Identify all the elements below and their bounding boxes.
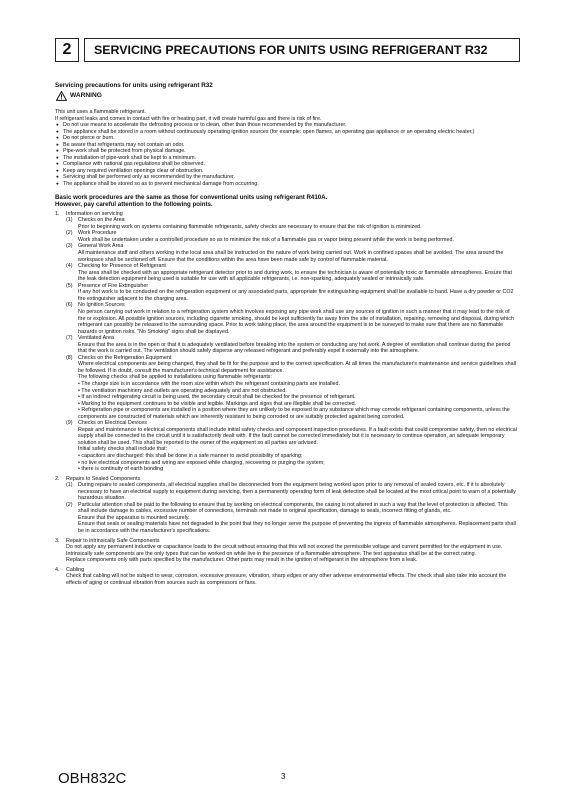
- item-num: (4): [66, 263, 73, 270]
- section-heading: Cabling: [66, 566, 85, 573]
- basic-note-line: Basic work procedures are the same as those for conventional units using refrigerant R410A.: [55, 193, 328, 201]
- section-heading: Repair to intrinsically Safe Components: [66, 537, 160, 544]
- item-heading: Checks on the Area: [78, 217, 125, 224]
- item-body: Prior to beginning work on systems containing flammable refrigerants, safety checks are necessary to ensure that the risk of ignition is minimized.: [78, 223, 422, 230]
- list-item: • The ventilation machinery and outlets are operating adequately and are not obstructed.: [78, 387, 287, 394]
- item-body: Particular attention shall be paid to the following to ensure that by working on electrical components, the casing is not altered in such a way that the level of protection is affected. This shall include damage to cables, excessive number of connections, terminals not made to original specification, damage to seals, incorrect fitting of glands, etc.: [78, 501, 508, 515]
- list-item: ● Keep any required ventilation openings clear of obstruction.: [55, 168, 518, 175]
- item-body: All maintenance staff and others working in the local area shall be instructed on the nature of work being carried out. Work in confined spaces shall be avoided. The area around the workspace shall be sectioned off. Ensure that the conditions within the area have been made safe by control of flammable material.: [78, 250, 504, 263]
- section-4: [55, 567, 518, 587]
- item-body: Ensure that seals or sealing materials have not degraded to the point that they no longer serve the purpose of preventing the ingress of flammable atmospheres. Replacement parts shall be in accordance with the manufacturer's specifications.: [78, 521, 516, 534]
- warning-label: [56, 91, 518, 101]
- item-body: No person carrying out work in relation to a refrigeration system which involves exposing any pipe work shall use any sources of ignition in such a manner that it may lead to the risk of fire or explosion. All possible ignition sources, including cigarette smoking, should be kept sufficiently far away from the site of installation, repairing, removing and disposal, during which refrigerant can possibly be released to the surrounding space. Prior to work taking place, the area around the equipment is to be surveyed to make sure that there are no flammable hazards or ignition risks. "No Smoking" signs shall be displayed.: [78, 308, 514, 335]
- item-num: (5): [66, 282, 73, 289]
- item-heading: Presence of Fire Extinguisher: [78, 282, 149, 289]
- item-body: Repair and maintenance to electrical components shall include initial safety checks and component inspection procedures. If a fault exists that could compromise safety, then no electrical supply shall be connected to the circuit until it is satisfactorily dealt with. If the fault cannot be corrected immediately but it is necessary to continue operation, an adequate temporary solution shall be used. This shall be reported to the owner of the equipment so all parties are advised.: [78, 426, 517, 446]
- item-body: Initial safety checks shall include that:: [78, 446, 168, 453]
- item-heading: No Ignition Sources: [78, 302, 125, 309]
- list-item: ● The appliance shall be stored so as to prevent mechanical damage from occurring.: [55, 181, 518, 188]
- list-item: • Refrigeration pipe or components are installed in a position where they are unlikely to be exposed to any substance which may corrode refrigerant containing components, unless the components are constructed of materials which are inherently resistant to being corroded or are suitably protected against being corroded.: [78, 407, 510, 420]
- item-body: During repairs to sealed components, all electrical supplies shall be disconnected from the equipment being worked upon prior to any removal of sealed covers, etc. If it is absolutely necessary to have an electrical supply to equipment during servicing, then a permanently operating form of leak detection shall be located at the most critical point to warn of a potentially hazardous situation.: [78, 482, 516, 502]
- list-item: ● Do not use means to accelerate the defrosting process or to clean, other than those recommended by the manufacturer.: [55, 122, 518, 129]
- page-number: 3: [281, 772, 286, 781]
- basic-note-line: However, pay careful attention to the following points.: [55, 200, 213, 208]
- item-body: Work shall be undertaken under a controlled procedure so as to minimize the risk of a flammable gas or vapor being present while the work is being performed.: [78, 236, 454, 243]
- item-num: (9): [66, 420, 73, 427]
- section-2: [55, 476, 518, 535]
- item-heading: Checks on Electrical Devices: [78, 420, 147, 427]
- item-heading: Checks on the Refrigeration Equipment: [78, 354, 172, 361]
- intro-line: If refrigerant leaks and comes in contact with fire or heating part, it will create harmful gas and there is risk of fire.: [55, 115, 322, 122]
- section-num: 2.: [55, 475, 60, 482]
- list-item: ● Pipe-work shall be protected from physical damage.: [55, 148, 518, 155]
- paragraph: Do not apply any permanent inductive or capacitance loads to the circuit without ensuring that this will not exceed the permissible voltage and current permitted for the equipment in use.: [66, 544, 503, 551]
- list-item: ● Do not pierce or burn.: [55, 135, 518, 142]
- list-item: • Marking to the equipment continues to be visible and legible. Markings and signs that are illegible shall be corrected.: [78, 400, 357, 407]
- paragraph: Replace components only with parts specified by the manufacturer. Other parts may result in the ignition of refrigerant in the atmosphere from a leak.: [66, 557, 418, 564]
- item-body: The area shall be checked with an appropriate refrigerant detector prior to and during work, to ensure the technician is aware of potentially toxic or flammable atmospheres. Ensure that the leak detection equipment being used is suitable for use with all applicable refrigerants, i.e. non-sparking, adequately sealed or intrinsically safe.: [78, 269, 512, 283]
- warning-triangle-icon: [56, 91, 67, 101]
- item-num: (8): [66, 354, 73, 361]
- item-num: (2): [66, 501, 73, 508]
- section-heading: Repairs to Sealed Components: [66, 475, 141, 482]
- list-item: ● The installation of pipe-work shall be kept to a minimum.: [55, 155, 518, 162]
- section-heading: Information on servicing: [66, 210, 123, 217]
- list-item: • If an indirect refrigerating circuit is being used, the secondary circuit shall be checked for the presence of refrigerant.: [78, 394, 356, 401]
- warning-text: WARNING: [70, 91, 102, 99]
- item-num: (3): [66, 243, 73, 250]
- basic-procedure-note: [55, 194, 518, 208]
- item-heading: Checking for Presence of Refrigerant: [78, 263, 166, 270]
- list-item: • there is continuity of earth bonding: [78, 466, 164, 473]
- section-3: [55, 538, 518, 564]
- section-num: 3.: [55, 537, 60, 544]
- item-body: If any hot work is to be conducted on the refrigeration equipment or any associated parts, appropriate fire extinguishing equipment shall be available to hand. Have a dry powder or CO2 fire extinguisher adjacent to the charging area.: [78, 289, 514, 302]
- paragraph: Intrinsically safe components are the only types that can be worked on while live in the presence of a flammable atmosphere. The test apparatus shall be at the correct rating.: [66, 550, 477, 557]
- document-body: [55, 82, 518, 586]
- list-item: • capacitors are discharged: this shall be done in a safe manner to avoid possibility of sparking;: [78, 452, 303, 459]
- subtitle: Servicing precautions for units using refrigerant R32: [55, 82, 213, 89]
- item-num: (2): [66, 230, 73, 237]
- item-body: Ensure that the apparatus is mounted securely.: [78, 514, 190, 521]
- model-number: OBH832C: [58, 770, 127, 787]
- item-num: (7): [66, 335, 73, 342]
- section-title: SERVICING PRECAUTIONS FOR UNITS USING REFRIGERANT R32: [84, 38, 520, 62]
- list-item: ● Compliance with national gas regulations shall be observed.: [55, 161, 518, 168]
- intro-line: This unit uses a flammable refrigerant.: [55, 109, 146, 115]
- section-header: [55, 38, 520, 62]
- section-1: [55, 211, 518, 473]
- item-body: Ensure that the area is in the open or that it is adequately ventilated before breaking into the system or conducting any hot work. A degree of ventilation shall continue during the period that the work is carried out. The ventilation should safely disperse any released refrigerant and preferably expel it externally into the atmosphere.: [78, 341, 511, 355]
- item-num: (1): [66, 482, 73, 489]
- item-heading: Work Procedure: [78, 230, 117, 237]
- item-body: The following checks shall be applied to installations using flammable refrigerants:: [78, 374, 272, 381]
- section-num: 1.: [55, 210, 60, 217]
- precaution-list: [55, 122, 518, 187]
- list-item: • no live electrical components and wiring are exposed while charging, recovering or purging the system;: [78, 459, 325, 466]
- list-item: • The charge size is in accordance with the room size within which the refrigerant containing parts are installed.: [78, 380, 340, 387]
- list-item: ● The appliance shall be stored in a room without continuously operating ignition sources (for example: open flames, an operating gas appliance or an operating electric heater.): [55, 129, 518, 136]
- item-num: (1): [66, 217, 73, 224]
- list-item: ● Be aware that refrigerants may not contain an odor.: [55, 142, 518, 149]
- item-heading: General Work Area: [78, 243, 124, 250]
- item-num: (6): [66, 302, 73, 309]
- item-body: Where electrical components are being changed, they shall be fit for the purpose and to the correct specification. At all times the manufacturer's maintenance and service guidelines shall be followed. If in doubt, consult the manufacturer's technical department for assistance.: [78, 361, 516, 374]
- paragraph: Check that cabling will not be subject to wear, corrosion, excessive pressure, vibration, sharp edges or any other adverse environmental effects. The check shall also take into account the effects of aging or continual vibration from sources such as compressors or fans.: [66, 573, 507, 586]
- item-heading: Ventilated Area: [78, 335, 114, 342]
- section-number: 2: [55, 38, 79, 62]
- list-item: ● Servicing shall be performed only as recommended by the manufacturer.: [55, 174, 518, 181]
- section-num: 4.: [55, 566, 60, 573]
